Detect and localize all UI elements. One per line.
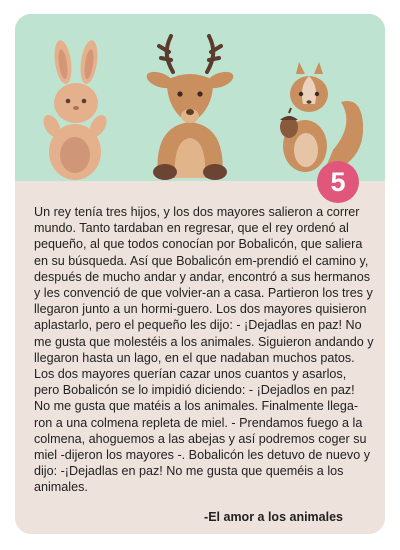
moral-title: -El amor a los animales [204, 510, 343, 524]
deer-illustration [144, 36, 235, 180]
page-number-badge: 5 [317, 161, 359, 203]
story-text: Un rey tenía tres hijos, y los dos mayores salieron a correr mundo. Tanto tardaban en regresar, que el rey ordenó al pequeño, al que todos conocían por Bobalicón, que saliera en su búsqueda. Así que Bobalicón em-prendió el camino y, después de mucho andar y andar, encontró a sus hermanos y les convenció de que volvier-an a casa. Partieron los tres y llegaron junto a un hormi-guero. Los dos mayores quisieron aplastarlo, pero el pequeño les dijo: - ¡Dejadlas en paz! No me gusta que molestéis a los animales. Siguieron andando y llegaron hasta un lago, en el que nadaban muchos patos. Los dos mayores querían cazar unos cuantos y asarlos, pero Bobalicón se lo impidió diciendo: - ¡Dejadlos en paz! No me gusta que matéis a los animales. Finalmente llega-ron a una colmena repleta de miel. - Prendamos fuego a la colmena, ahoguemos a las abejas y así podremos coger su miel -dijeron los mayores -. Bobalicón les detuvo de nuevo y dijo: -¡Dejadlas en paz! No me gusta que queméis a los animales. [34, 205, 374, 495]
rabbit-illustration [40, 39, 110, 180]
animals-illustration [15, 14, 385, 181]
story-card [15, 14, 385, 534]
squirrel-illustration [280, 62, 363, 174]
